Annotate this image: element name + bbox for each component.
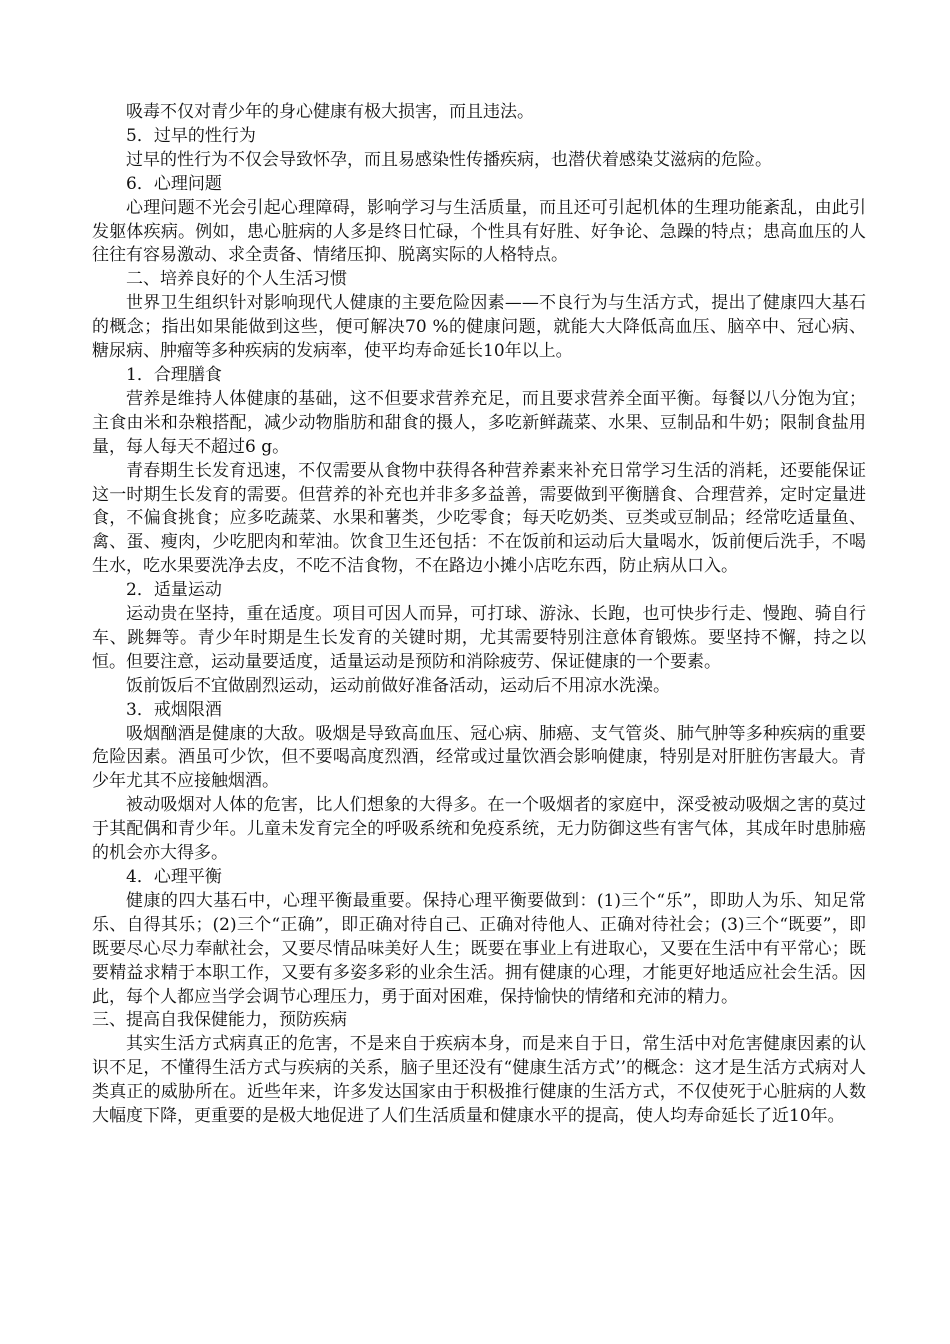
paragraph: 吸烟酗酒是健康的大敌。吸烟是导致高血压、冠心病、肺癌、支气管炎、肺气肿等多种疾病的重要危险因素。酒虽可少饮，但不要喝高度烈酒，经常或过量饮酒会影响健康，特别是对肝脏伤害最大。青少年尤其不应接触烟酒。 — [92, 723, 866, 792]
paragraph: 运动贵在坚持，重在适度。项目可因人而异，可打球、游泳、长跑，也可快步行走、慢跑、骑自行车、跳舞等。青少年时期是生长发育的关键时期，尤其需要特别注意体育锻炼。要坚持不懈，持之以恒。但要注意，运动量要适度，适量运动是预防和消除疲劳、保证健康的一个要素。 — [92, 604, 866, 672]
subsection-heading: 6．心理问题 — [126, 173, 222, 194]
subsection-heading: 5．过早的性行为 — [126, 125, 256, 146]
subsection-heading: 2．适量运动 — [126, 580, 222, 601]
paragraph: 其实生活方式病真正的危害，不是来自于疾病本身，而是来自于日，常生活中对危害健康因素的认识不足，不懂得生活方式与疾病的关系，脑子里还没有“健康生活方式’’的概念：这才是生活方式病对人类真正的威胁所在。近些年来，许多发达国家由于积极推行健康的生活方式，不仅使死于心脏病的人数大幅度下降，更重要的是极大地促进了人们生活质量和健康水平的提高，使人均寿命延长了近10年。 — [92, 1034, 866, 1127]
section-heading: 三、提高自我保健能力，预防疾病 — [92, 1010, 347, 1031]
paragraph: 心理问题不光会引起心理障碍，影响学习与生活质量，而且还可引起机体的生理功能紊乱，由此引发躯体疾病。例如，患心脏病的人多是终日忙碌，个性具有好胜、好争论、急躁的特点；患高血压的人往往有容易激动、求全责备、情绪压抑、脱离实际的人格特点。 — [92, 197, 866, 266]
paragraph: 过早的性行为不仅会导致怀孕，而且易感染性传播疾病，也潜伏着感染艾滋病的危险。 — [126, 149, 772, 170]
paragraph: 营养是维持人体健康的基础，这不但要求营养充足，而且要求营养全面平衡。每餐以八分饱为宜；主食由米和杂粮搭配，减少动物脂肪和甜食的摄人，多吃新鲜蔬菜、水果、豆制品和牛奶；限制食盐用量，每人每天不超过6 g。 — [92, 388, 866, 457]
paragraph: 饭前饭后不宜做剧烈运动，运动前做好准备活动，运动后不用凉水洗澡。 — [126, 675, 670, 696]
paragraph: 吸毒不仅对青少年的身心健康有极大损害，而且违法。 — [126, 102, 534, 122]
section-heading: 二、培养良好的个人生活习惯 — [126, 269, 347, 290]
subsection-heading: 1．合理膳食 — [126, 364, 222, 385]
subsection-heading: 3．戒烟限酒 — [126, 699, 222, 720]
paragraph: 被动吸烟对人体的危害，比人们想象的大得多。在一个吸烟者的家庭中，深受被动吸烟之害的莫过于其配偶和青少年。儿童未发育完全的呼吸系统和免疫系统，无力防御这些有害气体，其成年时患肺癌的机会亦大得多。 — [92, 795, 866, 864]
paragraph: 健康的四大基石中，心理平衡最重要。保持心理平衡要做到：(1)三个“乐”，即助人为乐、知足常乐、自得其乐；(2)三个“正确”，即正确对待自己、正确对待他人、正确对待社会；(3)三个“既要”，即既要尽心尽力奉献社会，又要尽情品味美好人生；既要在事业上有进取心，又要在生活中有平常心；既要精益求精于本职工作，又要有多姿多彩的业余生活。拥有健康的心理，才能更好地适应社会生活。因此，每个人都应当学会调节心理压力，勇于面对困难，保持愉快的情绪和充沛的精力。 — [92, 890, 866, 1007]
paragraph: 青春期生长发育迅速，不仅需要从食物中获得各种营养素来补充日常学习生活的消耗，还要能保证这一时期生长发育的需要。但营养的补充也并非多多益善，需要做到平衡膳食、合理营养，定时定量进食，不偏食挑食；应多吃蔬菜、水果和薯类，少吃零食；每天吃奶类、豆类或豆制品；经常吃适量鱼、禽、蛋、瘦肉，少吃肥肉和荤油。饮食卫生还包括：不在饭前和运动后大量喝水，饭前便后洗手，不喝生水，吃水果要洗净去皮，不吃不洁食物，不在路边小摊小店吃东西，防止病从口入。 — [92, 460, 866, 577]
paragraph: 世界卫生组织针对影响现代人健康的主要危险因素——不良行为与生活方式，提出了健康四大基石的概念；指出如果能做到这些，便可解决70 %的健康问题，就能大大降低高血压、脑卒中、冠心病、糖尿病、肿瘤等多种疾病的发病率，使平均寿命延长10年以上。 — [92, 293, 866, 362]
subsection-heading: 4．心理平衡 — [126, 867, 222, 887]
